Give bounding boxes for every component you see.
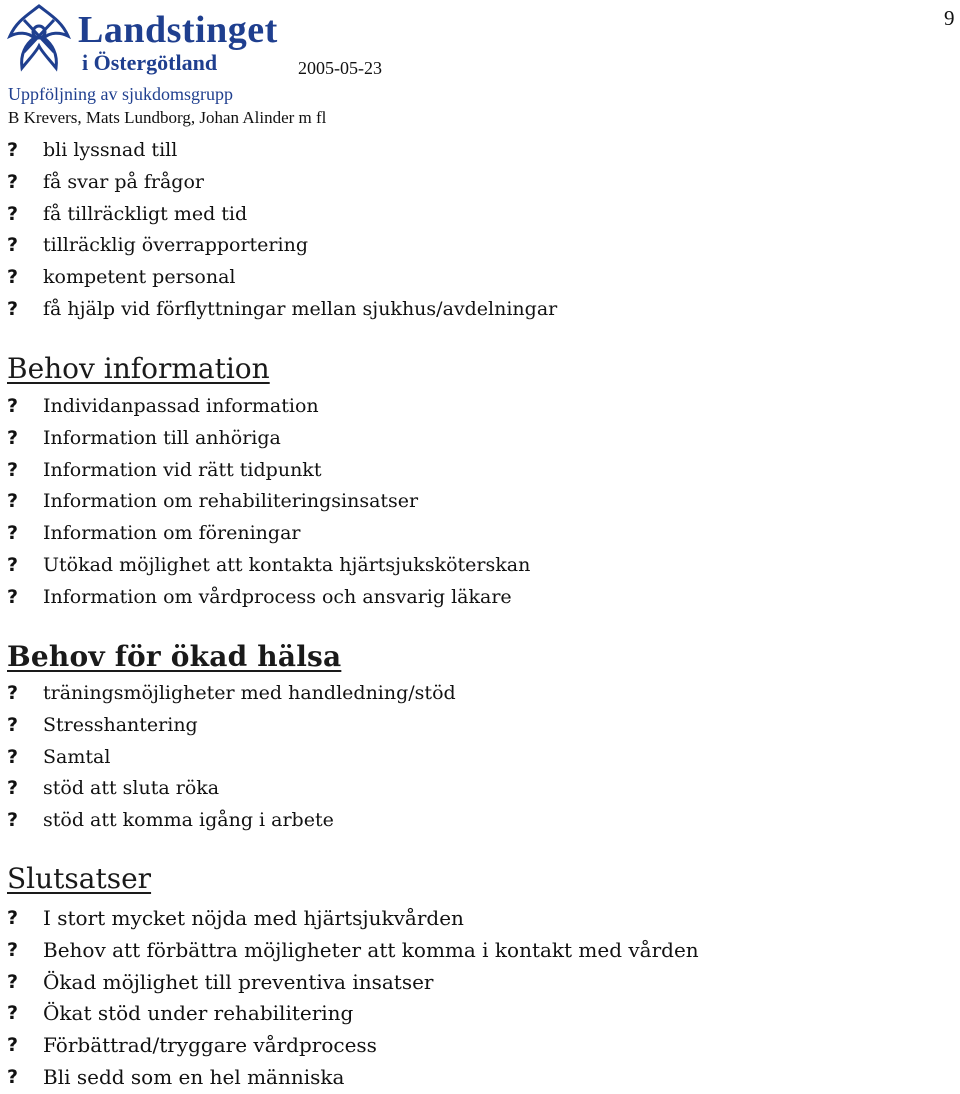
bullet-marker: ?: [7, 809, 19, 832]
section-heading-health: Behov för ökad hälsa: [7, 640, 342, 673]
list-item: ? Ökad möjlighet till preventiva insatser: [0, 967, 699, 999]
bullet-marker: ?: [7, 907, 19, 929]
logo-title: Landstinget: [78, 9, 278, 51]
bullet-marker: ?: [7, 139, 19, 161]
intro-list: [0, 135, 557, 326]
list-item: ? få svar på frågor: [0, 167, 557, 199]
landstinget-logo: [4, 2, 304, 78]
list-item: ? tillräcklig överrapportering: [0, 230, 557, 262]
bullet-marker: ?: [7, 938, 19, 961]
document-date: 2005-05-23: [298, 58, 382, 78]
list-item: ? I stort mycket nöjda med hjärtsjukvården: [0, 903, 699, 935]
bullet-marker: ?: [7, 266, 19, 289]
list-item: ? Information om föreningar: [0, 518, 530, 550]
crest-icon: [4, 2, 74, 78]
bullet-marker: ?: [7, 1002, 19, 1025]
bullet-marker: ?: [7, 234, 19, 257]
list-item: ? Individanpassad information: [0, 391, 530, 423]
list-item: ? Behov att förbättra möjligheter att komma i kontakt med vården: [0, 935, 699, 967]
bullet-marker: ?: [7, 426, 19, 449]
bullet-marker: ?: [7, 585, 19, 608]
bullet-marker: ?: [7, 522, 19, 545]
bullet-marker: ?: [7, 777, 19, 800]
list-item: ? träningsmöjligheter med handledning/stöd: [0, 678, 456, 710]
section-heading-information: Behov information: [7, 352, 270, 385]
list-item: ? Bli sedd som en hel människa: [0, 1062, 699, 1094]
list-item: ? bli lyssnad till: [0, 135, 557, 167]
bullet-marker: ?: [7, 1065, 19, 1088]
document-subtitle: Uppföljning av sjukdomsgrupp: [8, 84, 233, 104]
list-item: ? Information om vårdprocess och ansvarig läkare: [0, 582, 530, 614]
health-list: [0, 678, 456, 837]
page-number: 9: [944, 6, 955, 30]
bullet-marker: ?: [7, 970, 19, 993]
list-item: ? Information till anhöriga: [0, 423, 530, 455]
list-item: ? få hjälp vid förflyttningar mellan sjukhus/avdelningar: [0, 294, 557, 326]
bullet-marker: ?: [7, 458, 19, 481]
list-item: ? Information om rehabiliteringsinsatser: [0, 486, 530, 518]
list-item: ? Samtal: [0, 742, 456, 774]
list-item: ? stöd att komma igång i arbete: [0, 805, 456, 837]
list-item: ? Utökad möjlighet att kontakta hjärtsjuksköterskan: [0, 550, 530, 582]
document-authors: B Krevers, Mats Lundborg, Johan Alinder m fl: [8, 108, 327, 127]
bullet-marker: ?: [7, 170, 19, 193]
section-heading-conclusions: Slutsatser: [7, 862, 152, 895]
list-item: ? Förbättrad/tryggare vårdprocess: [0, 1030, 699, 1062]
bullet-marker: ?: [7, 202, 19, 225]
conclusions-list: [0, 903, 699, 1094]
logo-subtitle: i Östergötland: [82, 50, 218, 75]
bullet-marker: ?: [7, 297, 19, 320]
bullet-marker: ?: [7, 395, 19, 417]
bullet-marker: ?: [7, 490, 19, 513]
bullet-marker: ?: [7, 713, 19, 736]
bullet-marker: ?: [7, 1034, 19, 1057]
bullet-marker: ?: [7, 682, 19, 704]
information-list: [0, 391, 530, 614]
list-item: ? Stresshantering: [0, 710, 456, 742]
list-item: ? kompetent personal: [0, 262, 557, 294]
list-item: ? Information vid rätt tidpunkt: [0, 455, 530, 487]
list-item: ? Ökat stöd under rehabilitering: [0, 998, 699, 1030]
list-item: ? stöd att sluta röka: [0, 773, 456, 805]
bullet-marker: ?: [7, 553, 19, 576]
bullet-marker: ?: [7, 745, 19, 768]
list-item: ? få tillräckligt med tid: [0, 199, 557, 231]
